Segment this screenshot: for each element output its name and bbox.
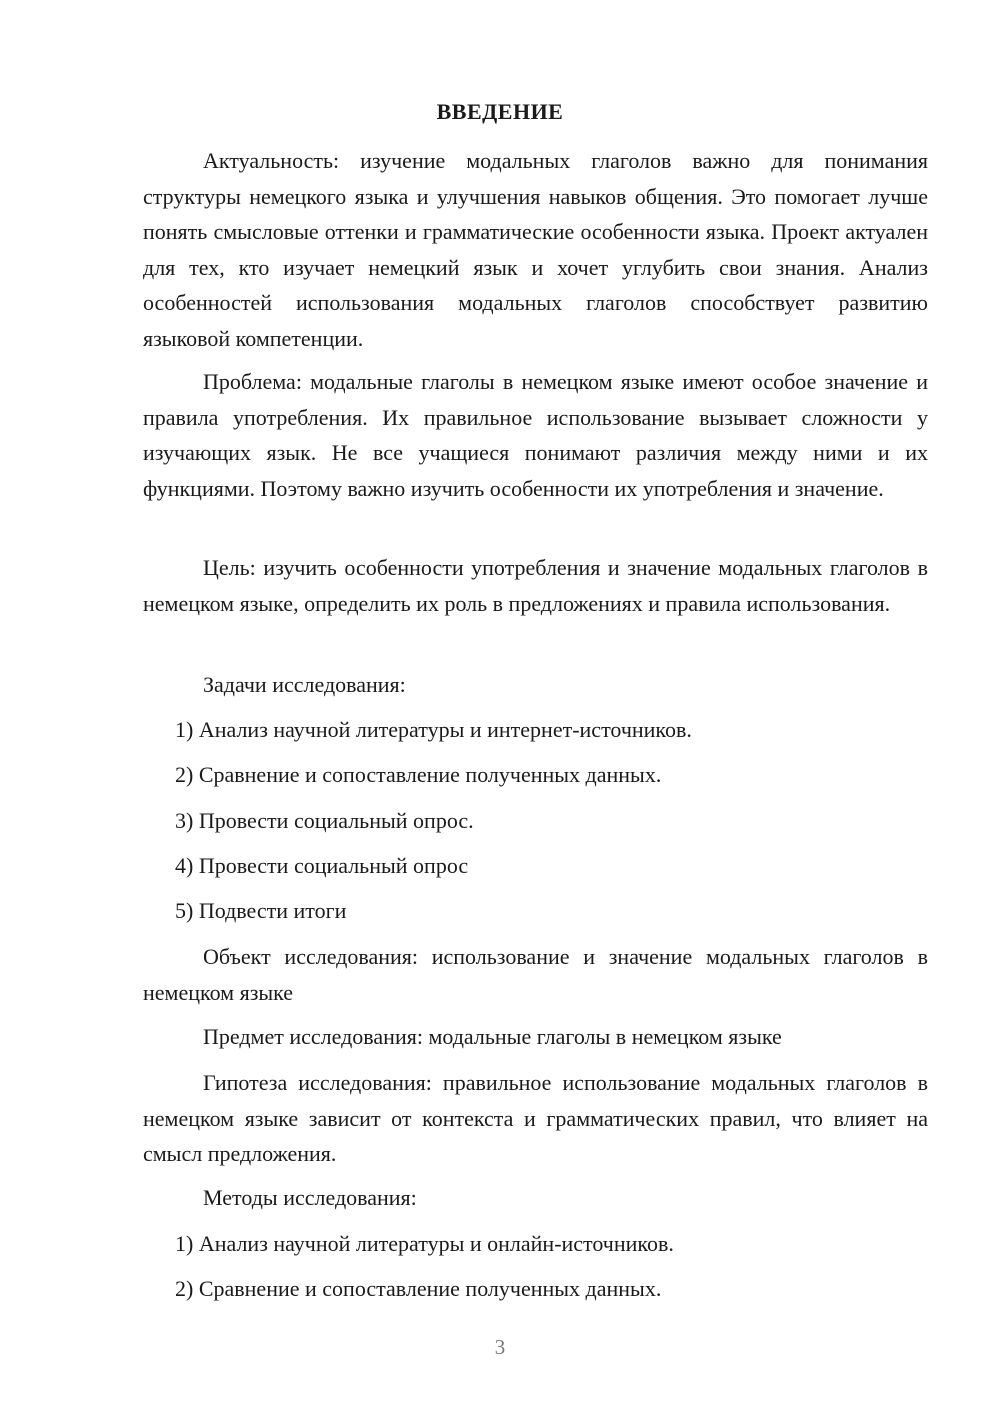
problem-paragraph: Проблема: модальные глаголы в немецком языке имеют особое значение и правила употребления. Их правильное использование вызывает сложности у изучающих язык. Не все учащиеся понимают различия между ними и их функциями. Поэтому важно изучить особенности их употребления и значение. — [143, 369, 928, 501]
hypothesis-paragraph: Гипотеза исследования: правильное использование модальных глаголов в немецком языке зависит от контекста и грамматических правил, что влияет на смысл предложения. — [143, 1070, 928, 1166]
relevance-paragraph: Актуальность: изучение модальных глаголов важно для понимания структуры немецкого языка и улучшения навыков общения. Это помогает лучше понять смысловые оттенки и грамматические особенности языка. Проект актуален для тех, кто изучает немецкий язык и хочет углубить свои знания. Анализ особенностей использования модальных глаголов способствует развитию языковой компетенции. — [143, 148, 928, 351]
goal-paragraph: Цель: изучить особенности употребления и значение модальных глаголов в немецком языке, определить их роль в предложениях и правила использования. — [143, 555, 928, 616]
method-item-2: 2) Сравнение и сопоставление полученных данных. — [175, 1276, 662, 1301]
task-item-3: 3) Провести социальный опрос. — [175, 808, 474, 833]
task-item-4: 4) Провести социальный опрос — [175, 853, 469, 878]
tasks-heading: Задачи исследования: — [203, 672, 406, 697]
method-item-1: 1) Анализ научной литературы и онлайн-источников. — [175, 1231, 674, 1256]
page-number: 3 — [494, 1335, 506, 1359]
object-paragraph: Объект исследования: использование и значение модальных глаголов в немецком языке — [143, 944, 928, 1005]
subject-paragraph: Предмет исследования: модальные глаголы в немецком языке — [203, 1024, 782, 1049]
methods-heading: Методы исследования: — [203, 1185, 417, 1210]
task-item-2: 2) Сравнение и сопоставление полученных данных. — [175, 762, 662, 787]
page-title: ВВЕДЕНИЕ — [436, 99, 564, 124]
task-item-1: 1) Анализ научной литературы и интернет-источников. — [175, 717, 692, 742]
task-item-5: 5) Подвести итоги — [175, 898, 347, 923]
